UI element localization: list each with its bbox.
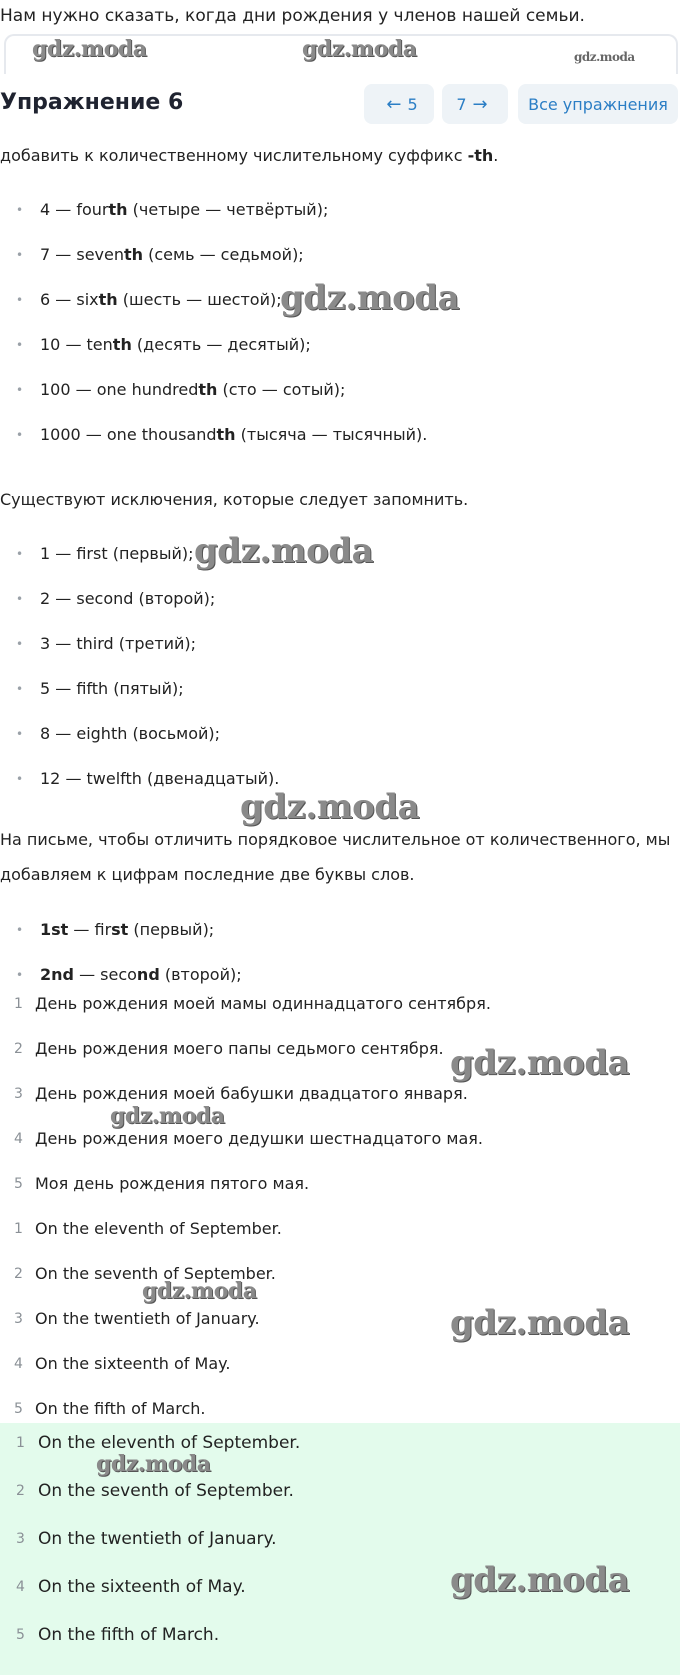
list-item: • 100 — one hundredth (сто — сотый); (0, 376, 427, 421)
watermark: gdz.moda (240, 787, 420, 827)
answer-block: 1 On the eleventh of September. 2 On the seventh of September. 3 On the twentieth of January. 4 On the sixteenth of May. 5 On the fifth of March. gdz.moda gdz.moda (0, 1423, 680, 1675)
exceptions-intro: Существуют исключения, которые следует запомнить. (0, 490, 469, 509)
writing-text-line-1: На письме, чтобы отличить порядковое числительное от количественного, мы (0, 830, 671, 849)
rule-text: добавить к количественному числительному суффикс -th. (0, 146, 499, 165)
page-title: Упражнение 6 (0, 90, 184, 115)
watermark: gdz.moda (142, 1278, 257, 1304)
prev-exercise-button[interactable] (364, 84, 434, 124)
arrow-left-icon: ← (386, 93, 402, 115)
list-item: • 8 — eighth (восьмой); (0, 720, 279, 765)
next-exercise-label: 7 (456, 94, 467, 114)
watermark: gdz.moda (280, 278, 460, 318)
watermark: gdz.moda (110, 1103, 225, 1129)
prev-exercise-label: 5 (407, 94, 418, 114)
exceptions-list (0, 540, 279, 810)
list-item: • 1000 — one thousandth (тысяча — тысячный). (0, 421, 427, 466)
list-item: • 1 — first (первый); (0, 540, 279, 585)
watermark: gdz.moda (32, 36, 147, 62)
watermark: gdz.moda (302, 36, 417, 62)
watermark: gdz.moda (450, 1303, 630, 1343)
watermark: gdz.moda (96, 1451, 211, 1477)
intro-text: Нам нужно сказать, когда дни рождения у членов нашей семьи. (0, 6, 585, 26)
next-exercise-button[interactable] (442, 84, 508, 124)
list-item: • 1st — first (первый); (0, 916, 242, 961)
watermark: gdz.moda (194, 531, 374, 571)
list-item: • 3 — third (третий); (0, 630, 279, 675)
watermark-card (4, 34, 678, 74)
list-item: • 4 — fourth (четыре — четвёртый); (0, 196, 427, 241)
list-item: • 7 — seventh (семь — седьмой); (0, 241, 427, 286)
watermark: gdz.moda (574, 50, 635, 64)
list-item: • 2 — second (второй); (0, 585, 279, 630)
all-exercises-button[interactable] (518, 84, 678, 124)
list-item: • 6 — sixth (шесть — шестой); (0, 286, 427, 331)
watermark: gdz.moda (450, 1043, 630, 1083)
all-exercises-label: Все упражнения (528, 94, 668, 114)
ordinals-list (0, 196, 427, 466)
watermark: gdz.moda (450, 1560, 630, 1600)
writing-text-line-2: добавляем к цифрам последние две буквы слов. (0, 865, 415, 884)
arrow-right-icon: → (472, 93, 488, 115)
list-item: • 5 — fifth (пятый); (0, 675, 279, 720)
list-item: • 10 — tenth (десять — десятый); (0, 331, 427, 376)
list-item: • 12 — twelfth (двенадцатый). (0, 765, 279, 810)
list-item: • 2nd — second (второй); (0, 961, 242, 1006)
